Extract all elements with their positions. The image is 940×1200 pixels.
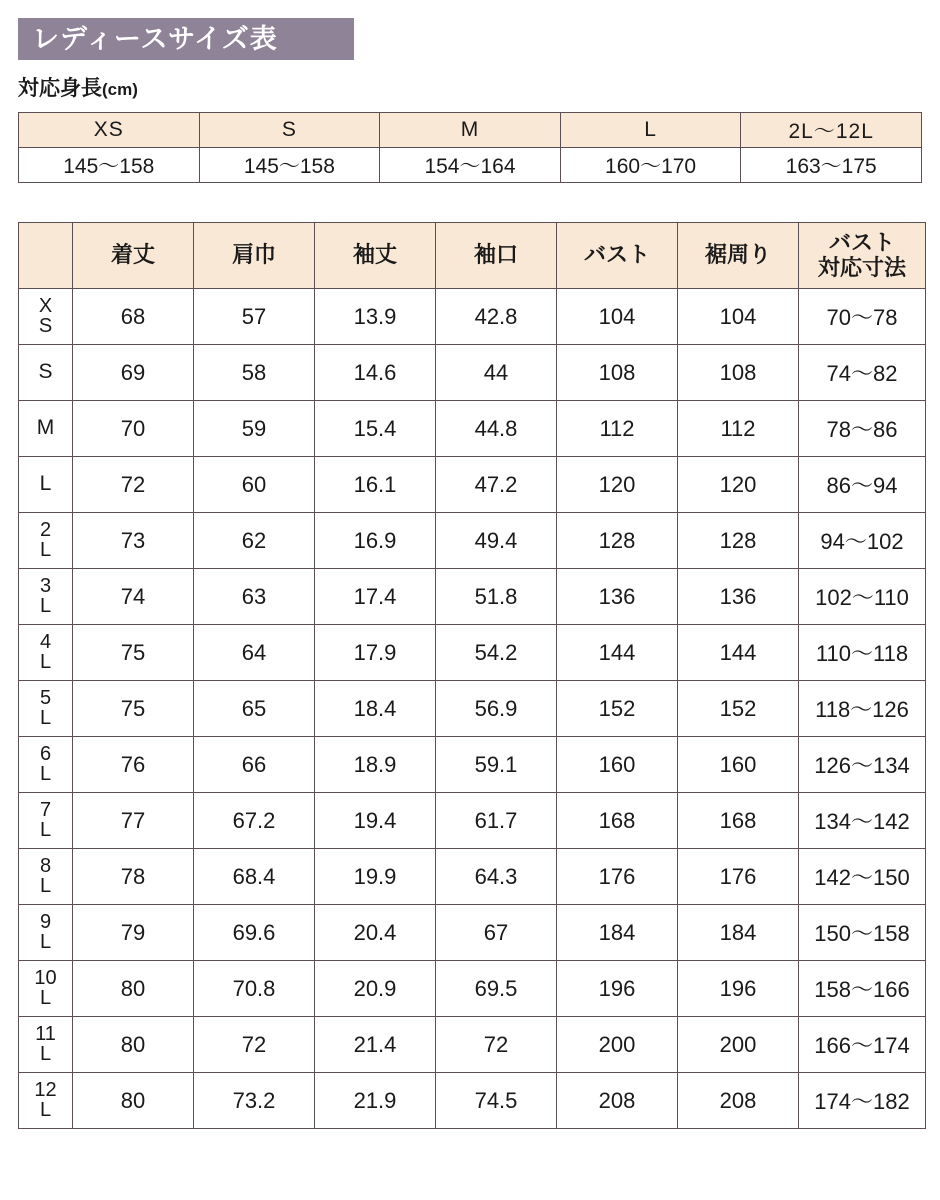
row-size-label-part: M	[36, 416, 55, 440]
row-size-label-part: 4	[39, 630, 52, 653]
table-cell: 65	[194, 681, 315, 737]
table-row	[19, 401, 926, 457]
table-cell: 62	[194, 513, 315, 569]
table-cell: 160	[557, 737, 678, 793]
table-cell: 18.9	[315, 737, 436, 793]
row-size-label	[19, 289, 73, 345]
height-section-heading	[18, 72, 138, 102]
page-title-banner	[18, 18, 354, 60]
table-cell: 128	[557, 513, 678, 569]
col-header-bust-line1: バスト	[583, 242, 650, 268]
table-cell: 59.1	[436, 737, 557, 793]
table-cell: 196	[557, 961, 678, 1017]
table-cell: 200	[557, 1017, 678, 1073]
table-cell: 44	[436, 345, 557, 401]
table-cell: 18.4	[315, 681, 436, 737]
height-value-2l-12l: 163〜175	[741, 148, 922, 183]
row-size-label-part: L	[39, 818, 52, 841]
table-cell: 63	[194, 569, 315, 625]
row-size-label	[19, 1073, 73, 1129]
row-size-label-part: L	[39, 986, 52, 1009]
table-row	[19, 737, 926, 793]
row-size-label-part: L	[39, 1098, 52, 1121]
table-cell: 108	[557, 345, 678, 401]
row-size-label-part: 5	[39, 686, 52, 709]
table-cell: 166〜174	[799, 1017, 926, 1073]
height-table-value-row	[19, 148, 922, 183]
table-cell: 144	[557, 625, 678, 681]
table-cell: 69	[73, 345, 194, 401]
table-cell: 70〜78	[799, 289, 926, 345]
row-size-label	[19, 681, 73, 737]
row-size-label-part: 11	[35, 1022, 56, 1045]
table-cell: 16.9	[315, 513, 436, 569]
table-cell: 136	[557, 569, 678, 625]
row-size-label-part: 8	[39, 854, 52, 877]
table-cell: 74〜82	[799, 345, 926, 401]
col-header-bust-taiou-line1: バスト	[828, 230, 895, 256]
table-cell: 75	[73, 681, 194, 737]
height-section-label: 対応身長	[18, 77, 102, 100]
table-cell: 80	[73, 1017, 194, 1073]
table-cell: 128	[678, 513, 799, 569]
height-section-unit: (cm)	[102, 80, 138, 99]
measurement-table-header-row	[19, 223, 926, 289]
row-size-label	[19, 1017, 73, 1073]
col-header-susomawari	[678, 223, 799, 289]
table-cell: 51.8	[436, 569, 557, 625]
row-size-label-part: S	[38, 360, 53, 384]
table-cell: 152	[678, 681, 799, 737]
col-header-bust-taiou-line2: 対応寸法	[817, 254, 906, 280]
table-cell: 57	[194, 289, 315, 345]
row-size-label-part: L	[39, 706, 52, 729]
table-cell: 66	[194, 737, 315, 793]
table-cell: 21.9	[315, 1073, 436, 1129]
row-size-label-part: 12	[34, 1078, 57, 1101]
table-cell: 58	[194, 345, 315, 401]
row-size-label-part: L	[39, 762, 52, 785]
row-size-label-part: L	[39, 1042, 52, 1065]
table-cell: 19.4	[315, 793, 436, 849]
col-header-sodetake-line1: 袖丈	[352, 242, 397, 268]
row-size-label	[19, 625, 73, 681]
height-header-2l-12l: 2L〜12L	[741, 113, 922, 148]
table-row	[19, 681, 926, 737]
table-cell: 72	[194, 1017, 315, 1073]
table-cell: 80	[73, 961, 194, 1017]
row-size-label-part: L	[39, 594, 52, 617]
table-cell: 104	[678, 289, 799, 345]
height-value-l: 160〜170	[560, 148, 741, 183]
table-cell: 64.3	[436, 849, 557, 905]
row-size-label-part: 2	[39, 518, 52, 541]
measurement-table	[18, 222, 926, 1129]
table-cell: 118〜126	[799, 681, 926, 737]
row-size-label	[19, 345, 73, 401]
row-size-label	[19, 513, 73, 569]
height-value-m: 154〜164	[380, 148, 561, 183]
table-cell: 160	[678, 737, 799, 793]
table-cell: 21.4	[315, 1017, 436, 1073]
table-cell: 168	[678, 793, 799, 849]
row-size-label	[19, 569, 73, 625]
row-size-label	[19, 849, 73, 905]
table-cell: 78	[73, 849, 194, 905]
table-cell: 184	[557, 905, 678, 961]
height-table-header-row	[19, 113, 922, 148]
table-row	[19, 513, 926, 569]
table-cell: 126〜134	[799, 737, 926, 793]
table-cell: 79	[73, 905, 194, 961]
table-cell: 70	[73, 401, 194, 457]
height-header-xs: XS	[19, 113, 200, 148]
table-cell: 13.9	[315, 289, 436, 345]
table-cell: 120	[557, 457, 678, 513]
table-cell: 69.5	[436, 961, 557, 1017]
table-cell: 174〜182	[799, 1073, 926, 1129]
table-cell: 17.9	[315, 625, 436, 681]
col-header-katahaba	[194, 223, 315, 289]
table-cell: 102〜110	[799, 569, 926, 625]
table-cell: 80	[73, 1073, 194, 1129]
table-cell: 64	[194, 625, 315, 681]
row-size-label-part: 3	[39, 574, 52, 597]
row-size-label	[19, 905, 73, 961]
row-size-label-part: L	[39, 650, 52, 673]
table-row	[19, 345, 926, 401]
table-cell: 67	[436, 905, 557, 961]
table-cell: 17.4	[315, 569, 436, 625]
table-cell: 19.9	[315, 849, 436, 905]
table-cell: 16.1	[315, 457, 436, 513]
height-header-m: M	[380, 113, 561, 148]
table-cell: 158〜166	[799, 961, 926, 1017]
table-cell: 67.2	[194, 793, 315, 849]
table-cell: 176	[557, 849, 678, 905]
table-row	[19, 569, 926, 625]
row-size-label-part: 9	[39, 910, 52, 933]
table-cell: 176	[678, 849, 799, 905]
table-cell: 73.2	[194, 1073, 315, 1129]
table-cell: 78〜86	[799, 401, 926, 457]
table-cell: 75	[73, 625, 194, 681]
table-cell: 20.9	[315, 961, 436, 1017]
row-size-label-part: 7	[39, 798, 52, 821]
col-header-susomawari-line1: 裾周り	[704, 242, 771, 268]
table-cell: 54.2	[436, 625, 557, 681]
table-row	[19, 793, 926, 849]
row-size-label	[19, 793, 73, 849]
row-size-label	[19, 737, 73, 793]
table-row	[19, 961, 926, 1017]
table-row	[19, 289, 926, 345]
table-cell: 70.8	[194, 961, 315, 1017]
col-header-katahaba-line1: 肩巾	[231, 242, 276, 268]
table-cell: 104	[557, 289, 678, 345]
table-cell: 108	[678, 345, 799, 401]
table-cell: 49.4	[436, 513, 557, 569]
table-cell: 77	[73, 793, 194, 849]
row-size-label	[19, 401, 73, 457]
row-size-label-part: X	[38, 294, 53, 317]
row-size-label-part: L	[39, 538, 52, 561]
table-cell: 168	[557, 793, 678, 849]
table-cell: 74	[73, 569, 194, 625]
page-title: レディースサイズ表	[32, 23, 278, 54]
col-header-sodeguchi-line1: 袖口	[473, 242, 518, 268]
table-cell: 86〜94	[799, 457, 926, 513]
height-value-xs: 145〜158	[19, 148, 200, 183]
table-cell: 200	[678, 1017, 799, 1073]
height-range-table	[18, 112, 922, 183]
table-row	[19, 1073, 926, 1129]
table-cell: 134〜142	[799, 793, 926, 849]
table-cell: 59	[194, 401, 315, 457]
table-cell: 76	[73, 737, 194, 793]
table-cell: 61.7	[436, 793, 557, 849]
table-cell: 73	[73, 513, 194, 569]
table-cell: 144	[678, 625, 799, 681]
row-size-label-part: 6	[39, 742, 52, 765]
row-size-label-part: S	[38, 314, 53, 337]
height-header-l: L	[560, 113, 741, 148]
col-header-sodeguchi	[436, 223, 557, 289]
height-value-s: 145〜158	[199, 148, 380, 183]
col-header-kitake	[73, 223, 194, 289]
col-header-bust-taiou	[799, 223, 926, 289]
table-cell: 196	[678, 961, 799, 1017]
table-cell: 68.4	[194, 849, 315, 905]
table-cell: 69.6	[194, 905, 315, 961]
table-cell: 152	[557, 681, 678, 737]
table-cell: 150〜158	[799, 905, 926, 961]
table-cell: 72	[436, 1017, 557, 1073]
row-size-label	[19, 457, 73, 513]
table-cell: 208	[557, 1073, 678, 1129]
table-cell: 184	[678, 905, 799, 961]
table-cell: 20.4	[315, 905, 436, 961]
table-cell: 60	[194, 457, 315, 513]
row-size-label-part: L	[39, 874, 52, 897]
table-cell: 94〜102	[799, 513, 926, 569]
row-size-label-part: 10	[34, 966, 57, 989]
table-row	[19, 457, 926, 513]
row-size-label-part: L	[39, 472, 52, 496]
table-cell: 112	[557, 401, 678, 457]
table-cell: 14.6	[315, 345, 436, 401]
row-size-label	[19, 961, 73, 1017]
table-row	[19, 905, 926, 961]
col-header-sodetake	[315, 223, 436, 289]
table-row	[19, 849, 926, 905]
table-cell: 208	[678, 1073, 799, 1129]
table-cell: 47.2	[436, 457, 557, 513]
table-row	[19, 1017, 926, 1073]
row-size-label-part: L	[39, 930, 52, 953]
table-cell: 42.8	[436, 289, 557, 345]
height-header-s: S	[199, 113, 380, 148]
table-cell: 110〜118	[799, 625, 926, 681]
table-cell: 120	[678, 457, 799, 513]
table-cell: 15.4	[315, 401, 436, 457]
col-header-kitake-line1: 着丈	[110, 242, 155, 268]
table-cell: 142〜150	[799, 849, 926, 905]
table-row	[19, 625, 926, 681]
measurement-table-corner	[19, 223, 73, 289]
col-header-bust	[557, 223, 678, 289]
table-cell: 112	[678, 401, 799, 457]
table-cell: 74.5	[436, 1073, 557, 1129]
table-cell: 72	[73, 457, 194, 513]
measurement-table-body	[19, 289, 926, 1129]
table-cell: 136	[678, 569, 799, 625]
table-cell: 68	[73, 289, 194, 345]
table-cell: 56.9	[436, 681, 557, 737]
table-cell: 44.8	[436, 401, 557, 457]
